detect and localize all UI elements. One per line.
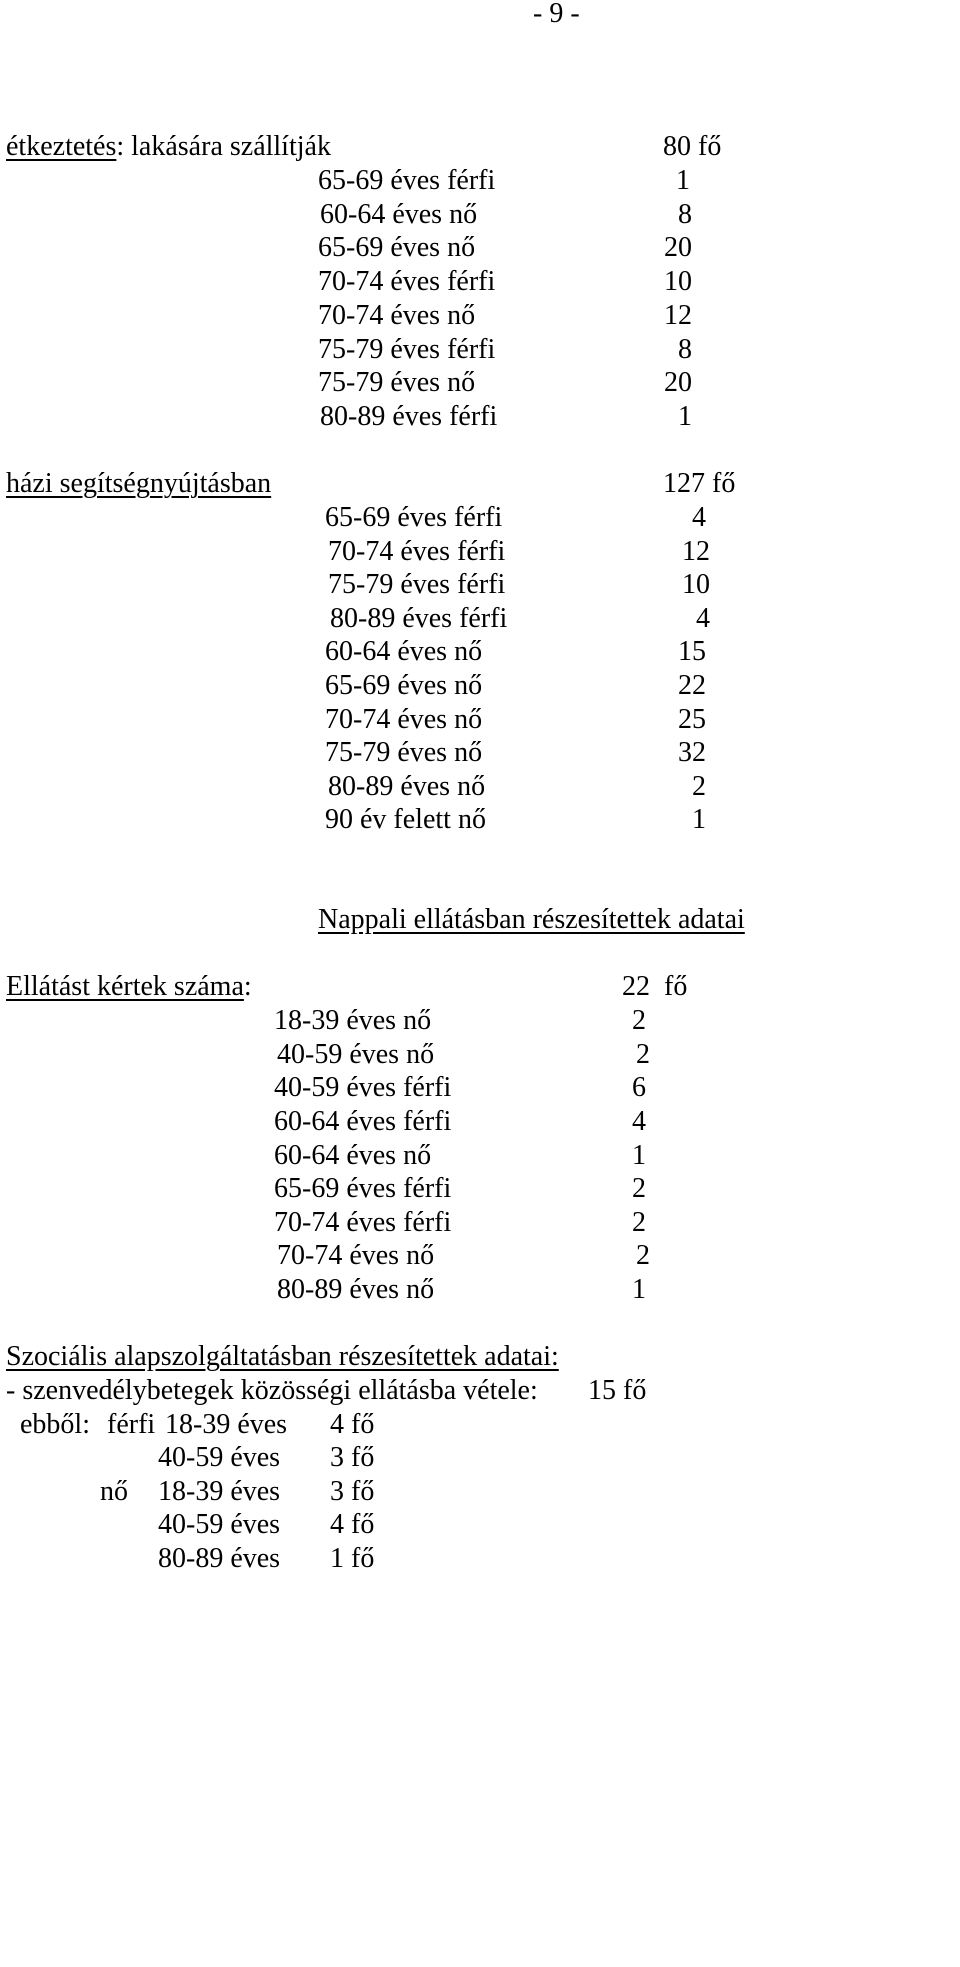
meals-total: 80 fő (663, 131, 722, 162)
home-help-row-count: 1 (692, 804, 706, 835)
day-care-heading: Nappali ellátásban részesítettek adatai (318, 904, 745, 935)
day-care-row-count: 4 (632, 1106, 646, 1137)
basic-services-heading: Szociális alapszolgáltatásban részesítettek adatai: (6, 1341, 559, 1372)
day-care-row-count: 6 (632, 1072, 646, 1103)
day-care-row-count: 2 (636, 1039, 650, 1070)
basic-services-intake-total: 15 fő (588, 1375, 647, 1406)
day-care-row-group: 18-39 éves nő (274, 1005, 432, 1036)
home-help-row-count: 12 (682, 536, 710, 567)
meals-label: étkeztetés (6, 131, 117, 162)
home-help-row-group: 75-79 éves nő (325, 737, 483, 768)
home-help-row-count: 10 (682, 569, 710, 600)
day-care-row-group: 70-74 éves férfi (274, 1207, 452, 1238)
basic-services-row-age: 40-59 éves (158, 1442, 281, 1473)
day-care-row-group: 40-59 éves nő (277, 1039, 435, 1070)
day-care-row-count: 1 (632, 1274, 646, 1305)
home-help-row-count: 15 (678, 636, 706, 667)
day-care-row-group: 65-69 éves férfi (274, 1173, 452, 1204)
meals-row-group: 75-79 éves nő (318, 367, 476, 398)
meals-row-count: 20 (664, 232, 692, 263)
meals-row-group: 75-79 éves férfi (318, 334, 496, 365)
day-care-row-count: 2 (632, 1173, 646, 1204)
basic-services-row-count: 3 fő (330, 1442, 375, 1473)
basic-services-male-label: férfi (107, 1409, 156, 1440)
basic-services-row-age: 40-59 éves (158, 1509, 281, 1540)
home-help-total: 127 fő (663, 468, 736, 499)
home-help-row-group: 80-89 éves férfi (330, 603, 508, 634)
basic-services-of-which: ebből: (20, 1409, 90, 1440)
basic-services-row-count: 3 fő (330, 1476, 375, 1507)
meals-row-group: 60-64 éves nő (320, 199, 478, 230)
home-help-row-group: 80-89 éves nő (328, 771, 486, 802)
meals-row-group: 70-74 éves férfi (318, 266, 496, 297)
meals-label-suffix: : lakására szállítják (116, 131, 331, 162)
day-care-label-suffix: : (243, 971, 252, 1002)
basic-services-row-age: 18-39 éves (165, 1409, 288, 1440)
meals-row-count: 1 (678, 401, 692, 432)
day-care-label: Ellátást kértek száma (6, 971, 244, 1002)
home-help-row-count: 4 (692, 502, 706, 533)
day-care-total: 22 fő (622, 971, 688, 1002)
basic-services-row-count: 4 fő (330, 1509, 375, 1540)
basic-services-female-label: nő (100, 1476, 128, 1507)
day-care-row-count: 1 (632, 1140, 646, 1171)
day-care-row-group: 40-59 éves férfi (274, 1072, 452, 1103)
home-help-row-group: 65-69 éves férfi (325, 502, 503, 533)
meals-row-count: 8 (678, 199, 692, 230)
basic-services-row-count: 4 fő (330, 1409, 375, 1440)
meals-row-group: 80-89 éves férfi (320, 401, 498, 432)
meals-row-count: 8 (678, 334, 692, 365)
day-care-label-line (6, 973, 252, 1001)
home-help-row-group: 60-64 éves nő (325, 636, 483, 667)
day-care-row-group: 60-64 éves nő (274, 1140, 432, 1171)
home-help-label: házi segítségnyújtásban (6, 468, 272, 499)
basic-services-row-age: 80-89 éves (158, 1543, 281, 1574)
day-care-row-group: 70-74 éves nő (277, 1240, 435, 1271)
day-care-row-group: 80-89 éves nő (277, 1274, 435, 1305)
home-help-row-group: 70-74 éves férfi (328, 536, 506, 567)
meals-row-count: 1 (676, 165, 690, 196)
home-help-row-count: 32 (678, 737, 706, 768)
home-help-row-count: 2 (692, 771, 706, 802)
day-care-row-count: 2 (632, 1005, 646, 1036)
basic-services-intake-label: - szenvedélybetegek közösségi ellátásba vétele: (6, 1375, 538, 1406)
home-help-row-group: 90 év felett nő (325, 804, 486, 835)
day-care-row-count: 2 (636, 1240, 650, 1271)
meals-row-count: 10 (664, 266, 692, 297)
day-care-row-group: 60-64 éves férfi (274, 1106, 452, 1137)
home-help-row-group: 65-69 éves nő (325, 670, 483, 701)
day-care-row-count: 2 (632, 1207, 646, 1238)
meals-row-group: 65-69 éves nő (318, 232, 476, 263)
meals-row-group: 65-69 éves férfi (318, 165, 496, 196)
meals-row-count: 12 (664, 300, 692, 331)
meals-label-line (6, 133, 331, 161)
page-number: - 9 - (533, 0, 580, 29)
home-help-row-count: 25 (678, 704, 706, 735)
meals-row-group: 70-74 éves nő (318, 300, 476, 331)
home-help-row-count: 22 (678, 670, 706, 701)
home-help-row-group: 75-79 éves férfi (328, 569, 506, 600)
meals-row-count: 20 (664, 367, 692, 398)
home-help-row-group: 70-74 éves nő (325, 704, 483, 735)
home-help-row-count: 4 (696, 603, 710, 634)
basic-services-row-count: 1 fő (330, 1543, 375, 1574)
basic-services-row-age: 18-39 éves (158, 1476, 281, 1507)
